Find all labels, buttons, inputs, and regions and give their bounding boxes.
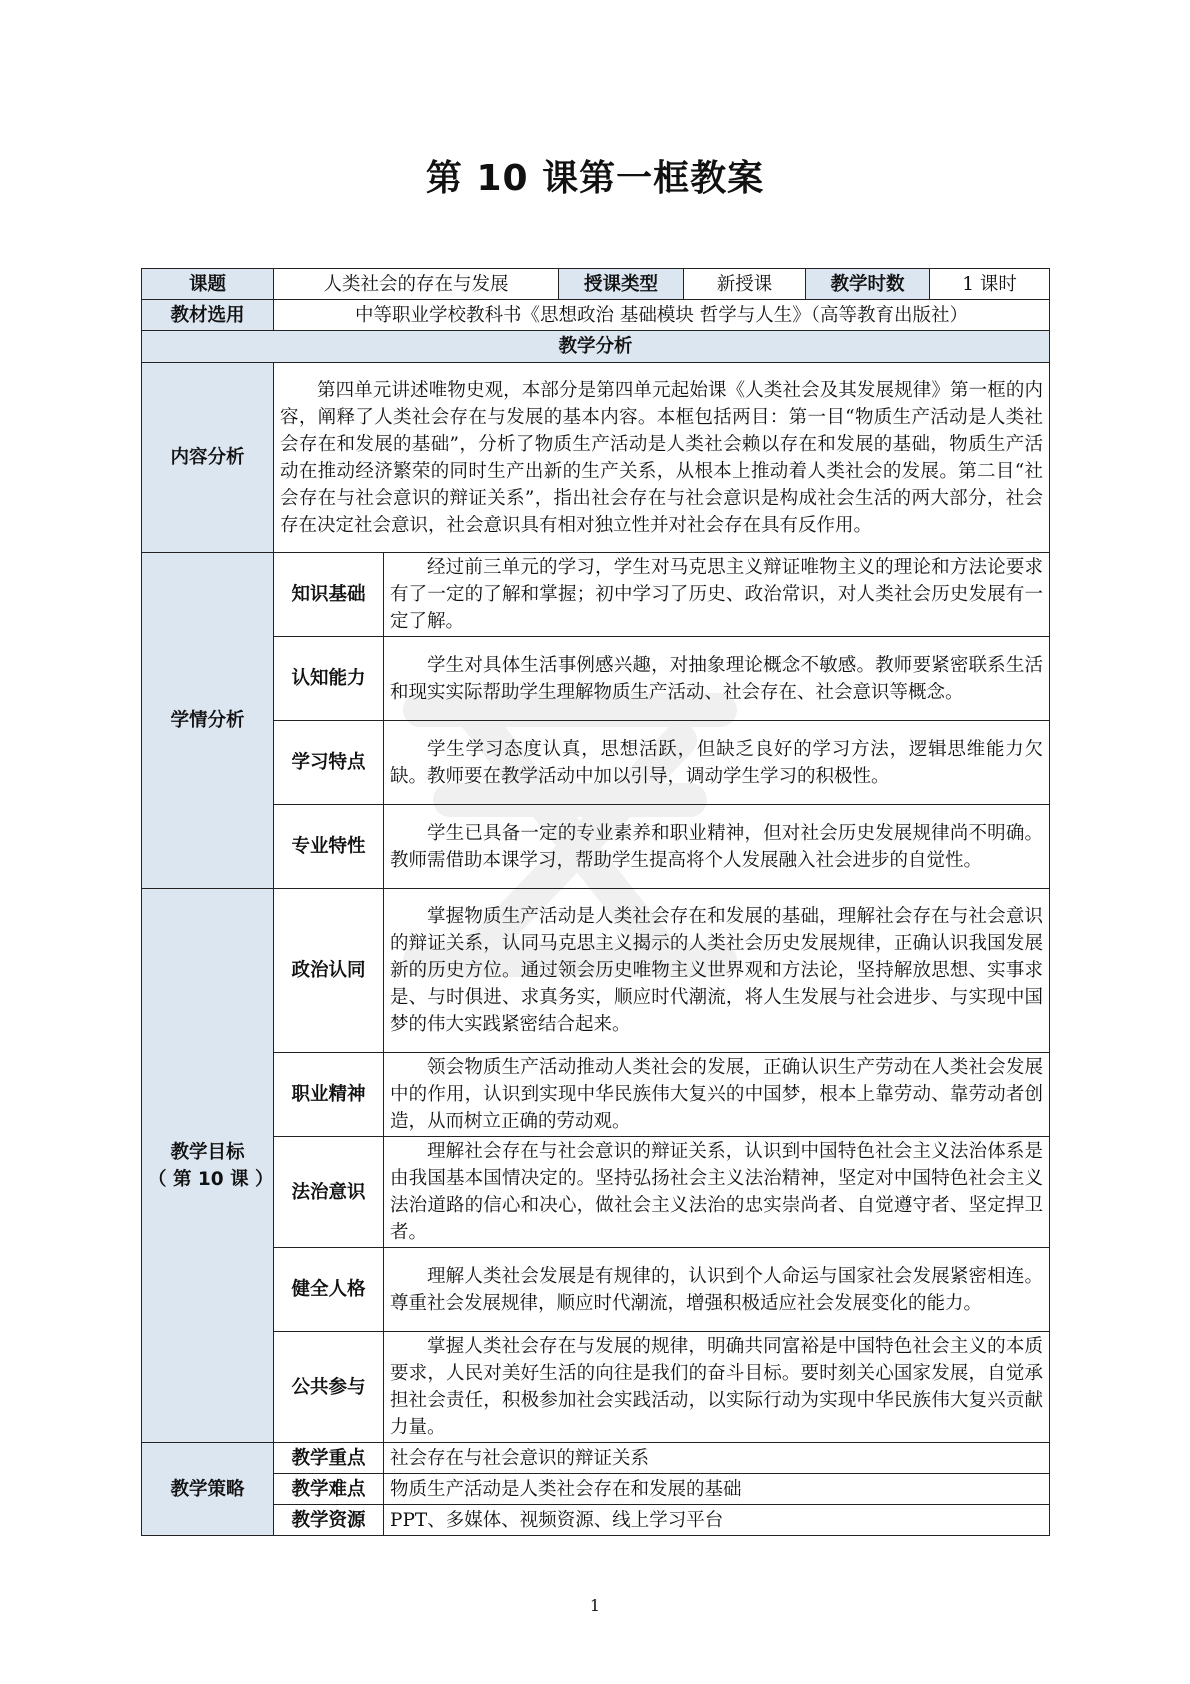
learner-row-label: 学习特点	[274, 721, 384, 805]
textbook-label: 教材选用	[142, 300, 274, 331]
strategy-row	[142, 1505, 1050, 1536]
learner-row-text: 经过前三单元的学习，学生对马克思主义辩证唯物主义的理论和方法论要求有了一定的了解和掌握；初中学习了历史、政治常识，对人类社会历史发展有一定了解。	[384, 553, 1050, 637]
objective-row-text: 理解社会存在与社会意识的辩证关系，认识到中国特色社会主义法治体系是由我国基本国情决定的。坚持弘扬社会主义法治精神，坚定对中国特色社会主义法治道路的信心和决心，做社会主义法治的忠实崇尚者、自觉遵守者、坚定捍卫者。	[384, 1137, 1050, 1248]
teaching-hours-label: 教学时数	[806, 269, 930, 300]
lesson-type-label: 授课类型	[559, 269, 684, 300]
objective-row	[142, 889, 1050, 1053]
learner-row-label: 知识基础	[274, 553, 384, 637]
strategy-row-text: 物质生产活动是人类社会存在和发展的基础	[384, 1474, 1050, 1505]
header-row	[142, 269, 1050, 300]
objectives-label	[142, 889, 274, 1443]
learner-row	[142, 721, 1050, 805]
learner-row	[142, 637, 1050, 721]
learner-row-text: 学生学习态度认真，思想活跃，但缺乏良好的学习方法，逻辑思维能力欠缺。教师要在教学活动中加以引导，调动学生学习的积极性。	[384, 721, 1050, 805]
learner-row-text: 学生已具备一定的专业素养和职业精神，但对社会历史发展规律尚不明确。教师需借助本课学习，帮助学生提高将个人发展融入社会进步的自觉性。	[384, 805, 1050, 889]
objectives-label-line2: （ 第 10 课 ）	[148, 1168, 274, 1190]
objectives-label-line1: 教学目标	[170, 1141, 245, 1163]
learner-row	[142, 805, 1050, 889]
lesson-type-value: 新授课	[684, 269, 806, 300]
analysis-heading: 教学分析	[142, 331, 1050, 363]
content-analysis-text: 第四单元讲述唯物史观，本部分是第四单元起始课《人类社会及其发展规律》第一框的内容，阐释了人类社会存在与发展的基本内容。本框包括两目：第一目“物质生产活动是人类社会存在和发展的基础”，分析了物质生产活动是人类社会赖以存在和发展的基础，物质生产活动在推动经济繁荣的同时生产出新的生产关系，从根本上推动着人类社会的发展。第二目“社会存在与社会意识的辩证关系”，指出社会存在与社会意识是构成社会生活的两大部分，社会存在决定社会意识，社会意识具有相对独立性并对社会存在具有反作用。	[274, 363, 1050, 553]
learner-row	[142, 553, 1050, 637]
textbook-value: 中等职业学校教科书《思想政治 基础模块 哲学与人生》（高等教育出版社）	[274, 300, 1050, 331]
lesson-plan-table	[141, 268, 1050, 1536]
objective-row	[142, 1053, 1050, 1137]
learner-analysis-label: 学情分析	[142, 553, 274, 889]
objective-row-text: 掌握人类社会存在与发展的规律，明确共同富裕是中国特色社会主义的本质要求，人民对美好生活的向往是我们的奋斗目标。要时刻关心国家发展，自觉承担社会责任，积极参加社会实践活动，以实际行动为实现中华民族伟大复兴贡献力量。	[384, 1332, 1050, 1443]
objective-row-label: 健全人格	[274, 1248, 384, 1332]
teaching-hours-value: 1 课时	[930, 269, 1050, 300]
strategy-label: 教学策略	[142, 1443, 274, 1536]
analysis-heading-row	[142, 331, 1050, 363]
document-title: 第 10 课第一框教案	[425, 158, 765, 199]
strategy-row-label: 教学资源	[274, 1505, 384, 1536]
strategy-row	[142, 1443, 1050, 1474]
page-number: 1	[589, 1596, 601, 1615]
strategy-row-text: PPT、多媒体、视频资源、线上学习平台	[384, 1505, 1050, 1536]
textbook-row	[142, 300, 1050, 331]
topic-label: 课题	[142, 269, 274, 300]
objective-row-label: 政治认同	[274, 889, 384, 1053]
strategy-row-label: 教学重点	[274, 1443, 384, 1474]
strategy-row-text: 社会存在与社会意识的辩证关系	[384, 1443, 1050, 1474]
objective-row-text: 领会物质生产活动推动人类社会的发展，正确认识生产劳动在人类社会发展中的作用，认识到实现中华民族伟大复兴的中国梦，根本上靠劳动、靠劳动者创造，从而树立正确的劳动观。	[384, 1053, 1050, 1137]
strategy-row	[142, 1474, 1050, 1505]
objective-row-label: 公共参与	[274, 1332, 384, 1443]
objective-row	[142, 1137, 1050, 1248]
objective-row-text: 理解人类社会发展是有规律的，认识到个人命运与国家社会发展紧密相连。尊重社会发展规律，顺应时代潮流，增强积极适应社会发展变化的能力。	[384, 1248, 1050, 1332]
objective-row-text: 掌握物质生产活动是人类社会存在和发展的基础，理解社会存在与社会意识的辩证关系，认同马克思主义揭示的人类社会历史发展规律，正确认识我国发展新的历史方位。通过领会历史唯物主义世界观和方法论，坚持解放思想、实事求是、与时俱进、求真务实，顺应时代潮流，将人生发展与社会进步、与实现中国梦的伟大实践紧密结合起来。	[384, 889, 1050, 1053]
strategy-row-label: 教学难点	[274, 1474, 384, 1505]
objective-row	[142, 1332, 1050, 1443]
content-analysis-label: 内容分析	[142, 363, 274, 553]
content-analysis-row	[142, 363, 1050, 553]
objective-row-label: 法治意识	[274, 1137, 384, 1248]
learner-row-label: 认知能力	[274, 637, 384, 721]
topic-value: 人类社会的存在与发展	[274, 269, 559, 300]
objective-row-label: 职业精神	[274, 1053, 384, 1137]
learner-row-text: 学生对具体生活事例感兴趣，对抽象理论概念不敏感。教师要紧密联系生活和现实实际帮助学生理解物质生产活动、社会存在、社会意识等概念。	[384, 637, 1050, 721]
objective-row	[142, 1248, 1050, 1332]
learner-row-label: 专业特性	[274, 805, 384, 889]
